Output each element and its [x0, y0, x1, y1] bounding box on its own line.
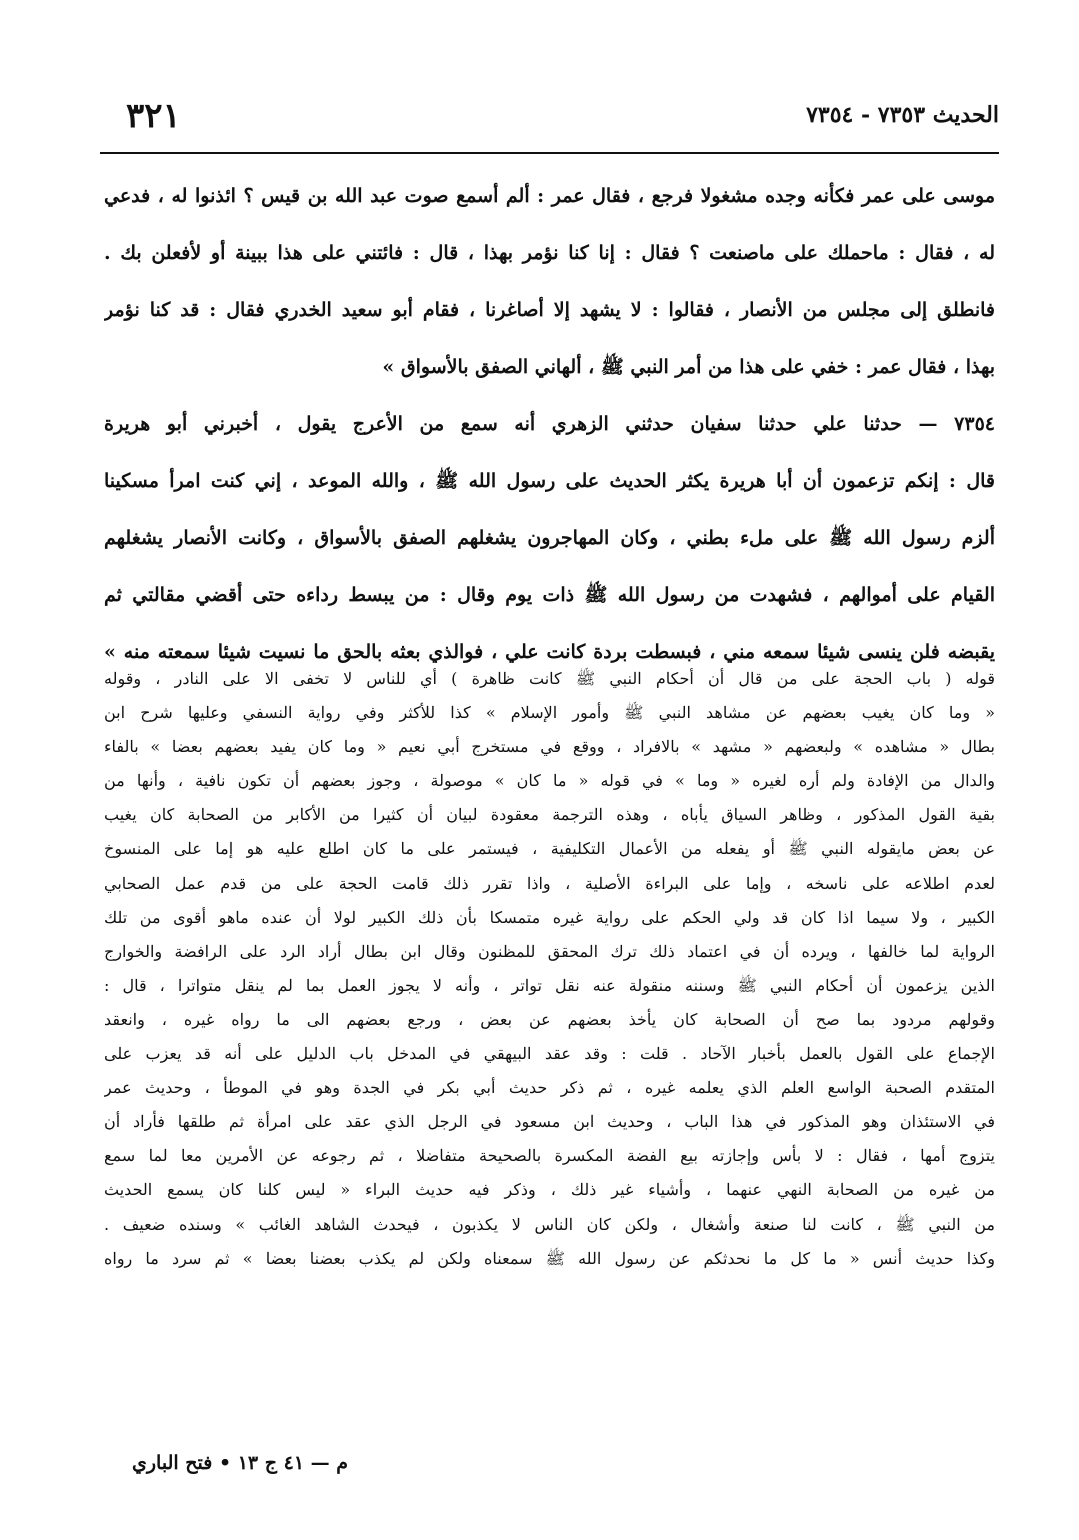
commentary-line: والدال من الإفادة ولم أره لغيره « وما » في قوله « ما كان » موصولة ، وجوز بعضهم أن تكون نافية ، وأنها من: [104, 771, 995, 791]
commentary-line: من غيره من الصحابة النهي عنهما ، وأشياء غير ذلك ، وذكر فيه حديث البراء « ليس كلنا كان يسمع الحديث: [104, 1180, 995, 1200]
commentary-line: في الاستئذان وهو المذكور في هذا الباب ، وحديث ابن مسعود في الرجل الذي عقد على امرأة ثم طلقها فأراد أن: [104, 1112, 995, 1132]
commentary-line: من النبي ﷺ ، كانت لنا صنعة وأشغال ، ولكن كان الناس لا يكذبون ، فيحدث الشاهد الغائب » وسنده ضعيف .: [104, 1214, 995, 1234]
commentary-line: الذين يزعمون أن أحكام النبي ﷺ وسننه منقولة عنه نقل تواتر ، وأنه لا يجوز العمل بما لم ينقل متواترا ، قال :: [104, 975, 995, 995]
commentary-line: يتزوج أمها ، فقال : لا بأس وإجازته بيع الفضة المكسرة بالصحيحة متفاضلا ، ثم رجوعه عن الأمرين معا لما سمع: [104, 1146, 995, 1166]
hadith-line: ألزم رسول الله ﷺ على ملء بطني ، وكان المهاجرون يشغلهم الصفق بالأسواق ، وكانت الأنصار يشغلهم: [104, 527, 995, 549]
page-number: ٣٢١: [126, 96, 181, 136]
commentary-line: قوله ( باب الحجة على من قال أن أحكام النبي ﷺ كانت ظاهرة ) أي للناس لا تخفى الا على النادر ، وقوله: [104, 669, 995, 688]
commentary-line: المتقدم الصحبة الواسع العلم الذي يعلمه غيره ، ثم ذكر حديث أبي بكر في الجدة وهو في الموطأ ، وحديث عمر: [104, 1078, 995, 1098]
hadith-line: فانطلق إلى مجلس من الأنصار ، فقالوا : لا يشهد إلا أصاغرنا ، فقام أبو سعيد الخدري فقال : قد كنا نؤمر: [104, 299, 995, 321]
commentary-line: لعدم اطلاعه على ناسخه ، وإما على البراءة الأصلية ، واذا تقرر ذلك قامت الحجة على من قدم عمل الصحابي: [104, 873, 995, 893]
commentary-text: [104, 662, 995, 1276]
hadith-line: له ، فقال : ماحملك على ماصنعت ؟ فقال : إنا كنا نؤمر بهذا ، قال : فائتني على هذا ببينة أو لأفعلن بك .: [104, 242, 995, 264]
printer-signature: م — ٤١ ج ١٣ • فتح الباري: [132, 1452, 349, 1474]
commentary-line: وقولهم مردود بما صح أن الصحابة كان يأخذ بعضهم عن بعض ، ورجع بعضهم الى ما رواه غيره ، وانعقد: [104, 1009, 995, 1029]
hadith-line: القيام على أموالهم ، فشهدت من رسول الله ﷺ ذات يوم وقال : من يبسط رداءه حتى أقضي مقالتي ثم: [104, 584, 995, 606]
commentary-line: الإجماع على القول بالعمل بأخبار الآحاد . قلت : وقد عقد البيهقي في المدخل باب الدليل على أنه قد يعزب على: [104, 1044, 995, 1064]
page-header: [100, 96, 999, 146]
hadith-line: يقبضه فلن ينسى شيئا سمعه مني ، فبسطت بردة كانت علي ، فوالذي بعثه بالحق ما نسيت شيئا سمعته منه »: [104, 641, 995, 663]
hadith-line: قال : إنكم تزعمون أن أبا هريرة يكثر الحديث على رسول الله ﷺ ، والله الموعد ، إني كنت امرأ مسكينا: [104, 470, 995, 492]
hadith-text: [104, 168, 995, 681]
commentary-line: الرواية لما خالفها ، ويرده أن في اعتماد ذلك ترك المحقق للمظنون وقال ابن بطال أراد الرد على الرافضة والخوارج: [104, 941, 995, 961]
running-title: الحديث ٧٣٥٣ - ٧٣٥٤: [806, 102, 999, 128]
hadith-line: بهذا ، فقال عمر : خفي على هذا من أمر النبي ﷺ ، ألهاني الصفق بالأسواق »: [382, 356, 995, 378]
hadith-line: موسى على عمر فكأنه وجده مشغولا فرجع ، فقال عمر : ألم أسمع صوت عبد الله بن قيس ؟ ائذنوا له ، فدعي: [104, 185, 995, 207]
header-rule: [100, 152, 999, 154]
commentary-line: عن بعض مايقوله النبي ﷺ أو يفعله من الأعمال التكليفية ، فيستمر على ما كان اطلع عليه هو إما على المنسوخ: [104, 839, 995, 859]
commentary-line: بقية القول المذكور ، وظاهر السياق يأباه ، وهذه الترجمة معقودة لبيان أن كثيرا من الأكابر من الصحابة كان يغيب: [104, 805, 995, 825]
commentary-line: الكبير ، ولا سيما اذا كان قد ولي الحكم على رواية غيره متمسكا بأن ذلك الكبير لولا أن عنده ماهو أقوى من تلك: [104, 907, 995, 927]
commentary-line: بطال « مشاهده » ولبعضهم « مشهد » بالافراد ، ووقع في مستخرج أبي نعيم « وما كان يفيد بعضهم بعضا » بالفاء: [104, 737, 995, 757]
commentary-line: « وما كان يغيب بعضهم عن مشاهد النبي ﷺ وأمور الإسلام » كذا للأكثر وفي رواية النسفي وعليها شرح ابن: [104, 703, 995, 723]
hadith-line: ٧٣٥٤ — حدثنا علي حدثنا سفيان حدثني الزهري أنه سمع من الأعرج يقول ، أخبرني أبو هريرة: [104, 413, 995, 435]
commentary-line: وكذا حديث أنس « ما كل ما نحدثكم عن رسول الله ﷺ سمعناه ولكن لم يكذب بعضنا بعضا » ثم سرد ما رواه: [104, 1248, 995, 1268]
